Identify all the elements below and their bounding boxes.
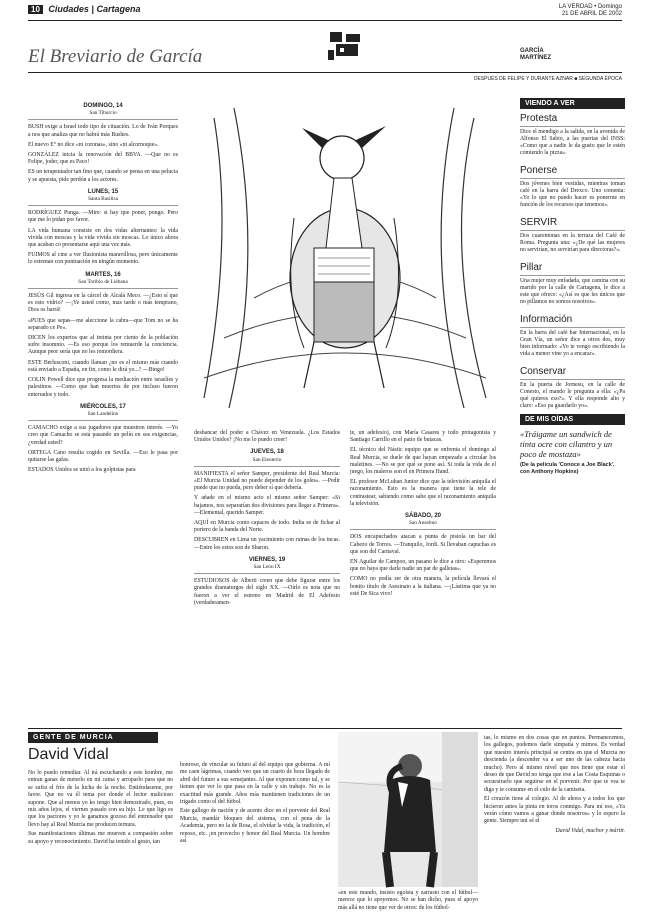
diary-entry: COLIN Powell dice que progresa la mediación entre israelíes y palestinos. —Como que han muertos de por incluso fueron enterrados y todo. xyxy=(28,377,178,398)
column-tagline: DESPUÉS DE FELIPE Y DURANTE AZNAR ■ SEGUNDA ÉPOCA xyxy=(473,76,622,82)
diary-column-middle xyxy=(194,430,340,610)
sidebar-item-title: Ponerse xyxy=(520,161,625,179)
diary-entry: ORTEGA Cano resulta cogido en Sevilla. —Eso le pasa por quitarse las gafas. xyxy=(28,449,178,463)
diary-entry: EL profesor McLuhan Junior dice que la televisión aniquila el razonamiento. Esto es la manera que tiene la tele de contrastear, sabiendo como sabe que el razonamiento aniquila la televisión. xyxy=(350,479,496,507)
saint-label: Santa Basilisa xyxy=(28,196,178,206)
day-heading: JUEVES, 18 xyxy=(250,449,284,456)
feature-rule xyxy=(28,728,622,729)
feature-title: David Vidal xyxy=(28,746,109,763)
diary-entry: MANIFIESTA el señor Samper, presidente del Real Murcia: «El Murcia Unidad no puede depender de los goles». —Pedir puede que no pueda, pero deber sí que debería. xyxy=(194,470,340,492)
saint-label: San Toribio de Liébana xyxy=(28,279,178,289)
section-label: Ciudades | Cartagena xyxy=(48,4,141,14)
diary-entry: GONZÁLEZ inicia la renovación del BBVA. —Que no es Felipe, joder, que es Paco! xyxy=(28,152,178,166)
feature-header xyxy=(28,732,328,764)
diary-entry: te, un adefesio), con María Casares y todo protagonista y Santiago Carrillo en el patio de butacas. xyxy=(350,430,496,444)
diary-entry: COMO no podía ser de otra manera, la película llevará el bonito título de Asesinato a la italiana. —¡Lástima que ya no esté De Sica vivo! xyxy=(350,576,496,597)
sidebar-viendo-a-ver xyxy=(520,98,625,476)
quote-source: (De la película 'Conoce a Joe Black', con Anthony Hopkins) xyxy=(520,462,615,475)
sidebar-item-text: Una mujer muy enfadada, que camina con su marido por la calle de Cartagena, le dice a este que ofrece: «¿Así es que les únicos que no pillamos no somos nosotros». xyxy=(520,278,625,305)
author-byline xyxy=(520,48,551,62)
feature-col-2 xyxy=(180,762,330,847)
quote-head: DE MIS OÍDAS xyxy=(520,414,625,425)
header-rule xyxy=(28,72,622,73)
diary-entry: JESÚS Gil ingresa en la cárcel de Alcalá Meco. —¿Esto sí que es esto vidrio? —¡Ye usted como, mas tarde o más temprano, Dios os barrá! xyxy=(28,293,178,314)
diary-column-right xyxy=(350,430,496,601)
feature-col-1 xyxy=(28,770,173,848)
author-portrait xyxy=(326,28,366,64)
top-rule xyxy=(28,20,622,21)
diary-entry: Y añade en el mismo acto el mismo señor Samper: «Si bajamos, nos separarían dos divisiones para llegar a Primera». —Elemental, querido Samper. xyxy=(194,495,340,516)
diary-entry: EL técnico del Nástic equipo que se enfrenta el domingo al Real Murcia, se duele de que hayan empezado a circular los maletines. —No se por qué se pone así. Si toda la vida de el juego, los maleros son el en Primera Hand. xyxy=(350,447,496,476)
author-name: GARCÍA xyxy=(520,48,544,54)
feature-col1-para2: Sus manifestaciones últimas me mueven a compasión sobre su apoyo y reconocimiento. David ha tenido el gesto, tan xyxy=(28,831,173,845)
diary-entry: BUSH exige a Israel todo tipo de cituación. Lo de Iván Porques a nos que analiza que no habrá más Bushes. xyxy=(28,124,178,138)
feature-col1-para1: No lo puedo remediar. Al irá escuchando a este hombre, me entran ganas de meterlo en mi cama y arroparlo para que no se sufra el frío de la lucha de la noche. Entiéndaseme, por favor. Que no va él tema por donde el lector malicioso supone. Que al menos yo ko tengo bien demostrado, pues, en mis años lejos, el viernes pasado con su hijo. Le que ligo es que los pactores y yo le ganamos gozoso del entrenador que llevo hay al Real Murcia me producen ternura. xyxy=(28,770,173,828)
diary-entry: FUIMOS al cine a ver Ilusionista maravillosa, pero únicamente lo estrenan con puntuación en ningún momento. xyxy=(28,252,178,266)
issue-info xyxy=(559,4,622,18)
feature-col-3 xyxy=(338,890,478,911)
day-heading: MARTES, 16 xyxy=(85,271,121,278)
sidebar-head: VIENDO A VER xyxy=(520,98,625,109)
diary-entry: ESTADOS Unidos se unió a los golpistas para xyxy=(28,467,136,474)
diary-entry: EN Aguilar de Campoo, un pasano le dice a otro: «Esperemos que no haya que darle nadie un par de galletas». xyxy=(350,559,496,573)
day-heading: DOMINGO, 14 xyxy=(83,103,123,109)
feature-col4-para1: tas, lo mismo en dos cosas que en puntos. Permanecemos, los gallegos, podemos darle simpatía y mimos. Es verdad que nuestro interés principal se centra en que el Murcia no descienda (a descender va a ser uno de las cabeza hacia mucho). Pero al mismo nivel que nos tiene que estar el deseo de que David no tenga que irse a las Costa Esquinas o secuestrarlo que seguirse en el porvenir. Por que te vea te diga y te consume en el culo de la camiseta. xyxy=(484,735,625,793)
sidebar-item-text: En la puerta de Jornesu, en la calle de Conesto, el mando le pregunta a ella: «¿Pa qué quieres eso?». Y ella responde alto y claro: «Eso pa guardarlo yo». xyxy=(520,382,625,409)
coach-photo xyxy=(338,732,478,887)
saint-label: San Anselmo xyxy=(350,520,496,530)
feature-col2-para2: Este gallego de nación y de acento dice en el porvenir del Real Murcia, mandár bloqueo del sistema, con el pena de la Academia, pero no la de Rosa, el olvidar la vida, la tradición, el reposo, etc. ¡en provecho y honor del Real Murcia. Un hombre así xyxy=(180,808,330,845)
diary-entry: El nuevo E° no dice «ni coronas», sino «ni alcornoque». xyxy=(28,141,159,148)
feature-signature: David Vidal, muchor y mártir. xyxy=(555,827,625,834)
sidebar-item-text: En la barra del café bar Internacional, en la Gran Vía, un señor dice a otros dos, muy bien informado: «Yo te vengo escribiendo la vida a menor vine yo a encarar». xyxy=(520,330,625,357)
diary-entry: LA vida humana consiste en dos vidas alternantes: la vida vivida con moscas y la vida vivida sin moscas. Lo único ahora que acaban co presentarse aquí una vez más. xyxy=(28,227,178,249)
issue-date: 21 DE ABRIL DE 2002 xyxy=(561,11,622,17)
day-heading: SÁBADO, 20 xyxy=(404,513,441,520)
diary-entry: ESTE Berlusconi, cuando llaman ¿no es el mismo más cuando está enviado a España, en fin, como le dirá yo...? —Bingo! xyxy=(28,359,178,373)
sidebar-item-title: SERVIR xyxy=(520,213,625,231)
diary-entry: DOS encapuchados atacan a punta de pistola un bar del Cabezo de Torres. —Tranquilo, Jordi. Si llevaban capuchas es que son del Carnaval. xyxy=(350,534,496,555)
diary-entry: DICEN los expertos que al treinta por ciento de la población sufre insomnio. —Es eso porque los remuerde la conciencia. Aunque peor sería que no les remordiera. xyxy=(28,335,178,356)
feature-col-4 xyxy=(484,735,625,837)
sidebar-item-title: Protesta xyxy=(520,109,625,127)
column-title: El Breviario de García xyxy=(28,46,203,67)
sidebar-item-title: Pillar xyxy=(520,258,625,276)
sidebar-item-title: Conservar xyxy=(520,362,625,380)
top-bar xyxy=(28,4,622,20)
sidebar-item-title: Información xyxy=(520,310,625,328)
sidebar-item-text: Dos jóvenes bien vestidas, mientras toman café en la barra del Drexco. Uno comenta: «Yo lo que no puedo hacer es ponerme en función de los recursos que tenemos». xyxy=(520,181,625,208)
diary-entry: RODRÍGUEZ Punga. —Mire: si hay que poner, pongo. Pero que me lo pidan por favor. xyxy=(28,210,178,224)
saint-label: San Tiburcio xyxy=(28,110,178,120)
day-heading: LUNES, 15 xyxy=(87,188,119,195)
page-number: 10 xyxy=(28,5,43,14)
sidebar-item-text: Dice el mendigo a la salida, en la avenida de Alfonso El Sabio, a las puertas del INSS: «Como que a nadie le da gusto que le estén comiendo la pizza». xyxy=(520,129,625,156)
saint-label: San Eleuterio xyxy=(194,457,340,467)
diary-entry: AQUÍ en Murcia como capaces de todo. India se de fichar al portero de la banda del Norte. xyxy=(194,520,340,534)
feature-col2-para1: honroso, de vincular su futuro al del equipo que gobierna. A mí me caen lágrimas, cuando veo que un cuarto de hora llegado de abril del futuro a sus semejantes. Al que exponen como tal, y se tienen que ver lo que pasa en la calle y sin trabajo. No es la exactitud más grande. Años más mantienen tradiciones de un trigado como el del fútbol. xyxy=(180,762,330,806)
feature-col4-para2: El corazón tiene al colegio. Al de ahora y a todos los que hicieron antes la pinta en toros conmigo. Para mí eso, «Ya verán cómo vamos a ganar donde nosotros» y lo espero la gente. Siempre uni sé el xyxy=(484,796,625,825)
diary-column-left xyxy=(28,98,178,477)
sidebar-item-text: Dos cuarentonas en la terraza del Café de Roma. Pregunta una: «¿De qué las mujeres no servirían, no servirían para directoras?». xyxy=(520,233,625,253)
diary-entry: «PUES que sepas—me aleccione la cabra—que Tom no se ha separado ce Pe». xyxy=(28,317,178,331)
newspaper-name: LA VERDAD • Domingo xyxy=(558,4,622,10)
saint-label: San Landelino xyxy=(28,411,178,421)
saint-label: San León IX xyxy=(194,564,340,574)
diary-entry: CAMACHO exige a sus jugadores que muestren interés. —Yo creo que Camacho se está pasando un pelín en sus exigencias, ¿verdad usted? xyxy=(28,425,178,446)
cartoon-illustration xyxy=(194,98,496,424)
author-surname: MARTÍNEZ xyxy=(520,55,551,61)
day-heading: MIÉRCOLES, 17 xyxy=(80,403,126,410)
sidebar-quote: «Tráigame un sandwich de tinta ocre con cilantro y un poco de mostaza» xyxy=(520,429,613,459)
feature-col3-para: «en este mundo, insisto egoísta y zarrasto con el fútbol—merece que lo apoyemos. No se han dicho, pues el apoyo más allá no tiene que ver de otros: de los fútbol- xyxy=(338,890,478,911)
diary-entry: deshancar del poder a Chávez en Venezuela. ¿Los Estados Unidos Unidos? ¡No me lo puedo creer! xyxy=(194,430,340,444)
diary-entry: ES un terapeutador tan fino que, cuando se pensa en una pelucia y se apuesta, pide perdón a los actores. xyxy=(28,169,178,183)
diary-entry: DESCUBREN en Lima un yacimiento con ruinas de los incas. —Entre los estos son de Sharon. xyxy=(194,537,340,551)
diary-entry: ESTUDIOSOS de Alberti creen que debe figurar entre los grandes dramaturgos del siglo XX. —Oírlo es nota que no fueron a ver el estreno en Madrid de El Adefesio (verdaderamen- xyxy=(194,578,340,606)
day-heading: VIERNES, 19 xyxy=(248,556,286,563)
feature-section: GENTE DE MURCIA xyxy=(28,732,158,743)
